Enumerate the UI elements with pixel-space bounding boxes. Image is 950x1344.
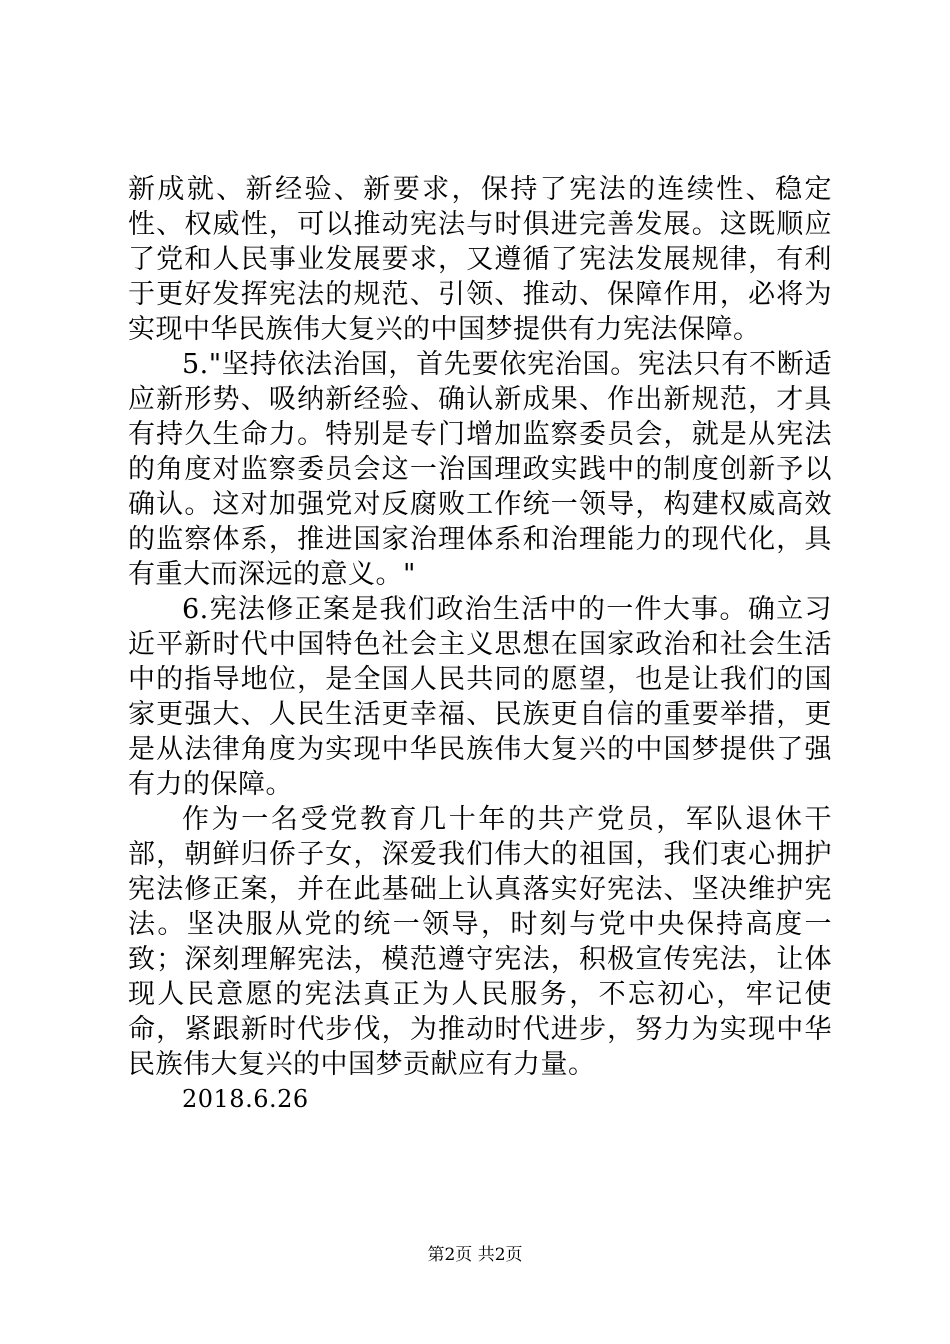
paragraph-item-5: 5."坚持依法治国，首先要依宪治国。宪法只有不断适应新形势、吸纳新经验、确认新成果、作出新规范，才具有持久生命力。特别是专门增加监察委员会，就是从宪法的角度对监察委员会这一治国理政实践中的制度创新予以确认。这对加强党对反腐败工作统一领导，构建权威高效的监察体系，推进国家治理体系和治理能力的现代化，具有重大而深远的意义。" xyxy=(128,349,832,590)
paragraph-item-6: 6.宪法修正案是我们政治生活中的一件大事。确立习近平新时代中国特色社会主义思想在国家政治和社会生活中的指导地位，是全国人民共同的愿望，也是让我们的国家更强大、人民生活更幸福、民族更自信的重要举措，更是从法律角度为实现中华民族伟大复兴的中国梦提供了强有力的保障。 xyxy=(128,594,832,800)
document-body xyxy=(128,172,832,1117)
page-footer: 第2页 共2页 xyxy=(427,1245,523,1265)
paragraph-closing: 作为一名受党教育几十年的共产党员，军队退休干部，朝鲜归侨子女，深爱我们伟大的祖国，我们衷心拥护宪法修正案，并在此基础上认真落实好宪法、坚决维护宪法。坚决服从党的统一领导，时刻与党中央保持高度一致；深刻理解宪法，模范遵守宪法，积极宣传宪法，让体现人民意愿的宪法真正为人民服务，不忘初心，牢记使命，紧跟新时代步伐，为推动时代进步，努力为实现中华民族伟大复兴的中国梦贡献应有力量。 xyxy=(128,804,832,1080)
paragraph-continuation: 新成就、新经验、新要求，保持了宪法的连续性、稳定性、权威性，可以推动宪法与时俱进完善发展。这既顺应了党和人民事业发展要求，又遵循了宪法发展规律，有利于更好发挥宪法的规范、引领、推动、保障作用，必将为实现中华民族伟大复兴的中国梦提供有力宪法保障。 xyxy=(128,174,832,345)
document-date: 2018.6.26 xyxy=(182,1085,309,1113)
